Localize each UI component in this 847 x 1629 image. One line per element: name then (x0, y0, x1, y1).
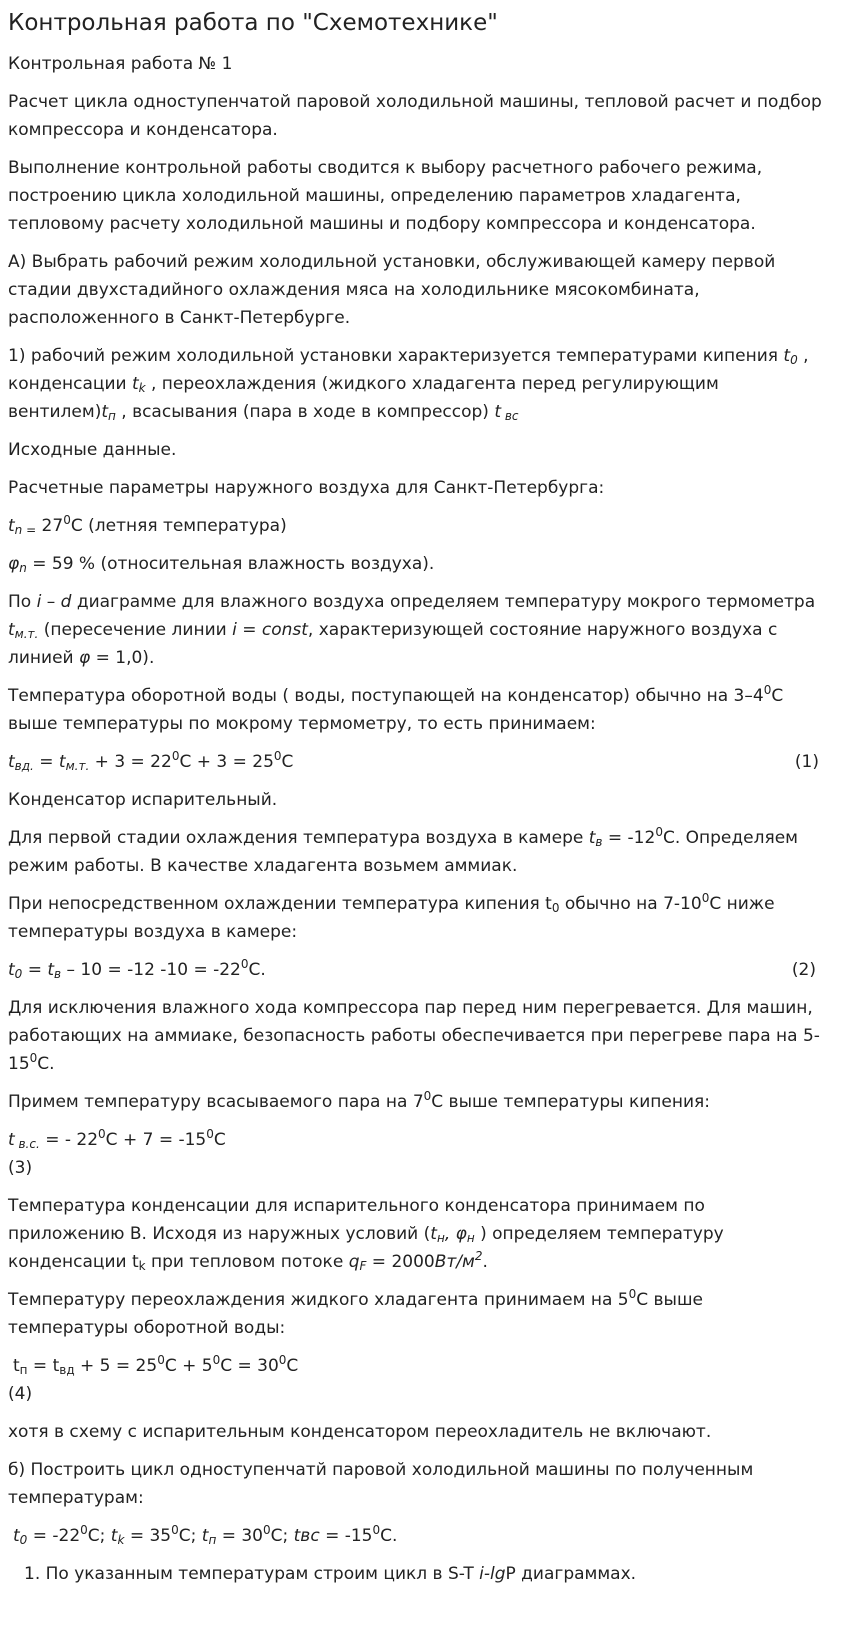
equation-1-body: $t_{вд.} = t_{м.т.} + 3 = 22^0С + 3 = 25^0С$ (8, 749, 294, 773)
paragraph-outdoor-params: Расчетные параметры наружного воздуха для Санкт-Петербурга: (8, 478, 605, 498)
equation-2 (8, 956, 823, 984)
list-item: 1. По указанным температурам строим цикл в S-T i-lgP диаграммах. (24, 1564, 637, 1584)
subtitle: Контрольная работа № 1 (8, 54, 233, 74)
page-title: Контрольная работа по "Схемотехнике" (8, 10, 498, 36)
paragraph-mode: 1) рабочий режим холодильной установки характеризуется температурами кипения $t_0$ , конденсации $t_k$ , переохлаждения (жидкого хладагента перед регулирующим $вентилем)t_п$ , всасывания (пара в ходе в компрессор) t $_{вс}$ (8, 346, 809, 423)
paragraph-first-stage: Для первой стадии охлаждения температура воздуха в камере $t_в = -12^0С$. Определяем режим работы. В качестве хладагента возьмем аммиак. (8, 825, 798, 876)
equation-3: t $_{в.с.}$ = - $22^0С + 7 = -15^0С$ (3) (8, 1127, 226, 1178)
paragraph-id-diagram: По i – d диаграмме для влажного воздуха определяем температуру мокрого термометра $t_{м.т.}$ (пересечение линии i = const, характеризующей состояние наружного воздуха с линией φ = 1,0). (8, 592, 816, 668)
equation-4: $t_п = t_{вд} + 5 = 25^0С + 5^0С = 30^0С$ (4) (8, 1353, 299, 1404)
equation-3-number: (3) (8, 1158, 33, 1178)
line-temperature-summary: $t_0 = -22^0С$; $t_k = 35^0С$; $t_п = 30^0С$; tвс = $-15^0С$. (13, 1523, 398, 1547)
paragraph-task-a: А) Выбрать рабочий режим холодильной установки, обслуживающей камеру первой стадии двухстадийного охлаждения мяса на холодильнике мясокомбината, расположенного в Санкт-Петербурге. (8, 252, 776, 328)
paragraph-condensation-temp: Температура конденсации для испарительного конденсатора принимаем по приложению В. Исходя из наружных условий ($t_н$, $\varphi_н$ ) определяем температуру конденсации $t_k$ при тепловом потоке $q_F = 2000Вт/м^2$. (8, 1196, 724, 1273)
paragraph-subcooling: Температуру переохлаждения жидкого хладагента принимаем на $5^0С$ выше температуры оборотной воды: (8, 1287, 703, 1338)
paragraph-task-b: б) Построить цикл одноступенчатй паровой холодильной машины по полученным температурам: (8, 1460, 754, 1508)
steps-list (8, 1560, 823, 1588)
paragraph-suction: Примем температуру всасываемого пара на $7^0С$ выше температуры кипения: (8, 1089, 710, 1112)
paragraph-intro-1: Расчет цикла одноступенчатой паровой холодильной машины, тепловой расчет и подбор компрессора и конденсатора. (8, 92, 822, 140)
paragraph-though: хотя в схему с испарительным конденсатором переохладитель не включают. (8, 1422, 712, 1442)
equation-1 (8, 748, 823, 776)
equation-4-number: (4) (8, 1384, 33, 1404)
equation-2-body: $t_0 = t_в - 10 = -12$ $-10 = -22^0С$. (8, 957, 266, 981)
paragraph-wet-run: Для исключения влажного хода компрессора пар перед ним перегревается. Для машин, работающих на аммиаке, безопасность работы обеспечивается при перегреве пара на $5-15^0С$. (8, 998, 820, 1074)
paragraph-water-temperature: Температура оборотной воды ( воды, поступающей на конденсатор) обычно на $3-4^0С$ выше температуры по мокрому термометру, то есть принимаем: (8, 683, 784, 734)
paragraph-boiling: При непосредственном охлаждении температура кипения $t_0$ обычно на $7-10^0С$ ниже температуры воздуха в камере: (8, 891, 775, 942)
line-outdoor-temperature: $t_n$ $_=$ $27^0С$ (летняя температура) (8, 513, 287, 537)
line-relative-humidity: $\varphi_n = 59$ % (относительная влажность воздуха). (8, 554, 435, 575)
paragraph-source-data: Исходные данные. (8, 440, 177, 460)
paragraph-intro-2: Выполнение контрольной работы сводится к выбору расчетного рабочего режима, построению цикла холодильной машины, определению параметров хладагента, тепловому расчету холодильной машины и подбору компрессора и конденсатора. (8, 158, 763, 234)
equation-2-number: (2) (791, 960, 816, 980)
paragraph-condenser: Конденсатор испарительный. (8, 790, 278, 810)
equation-1-number: (1) (794, 752, 819, 772)
